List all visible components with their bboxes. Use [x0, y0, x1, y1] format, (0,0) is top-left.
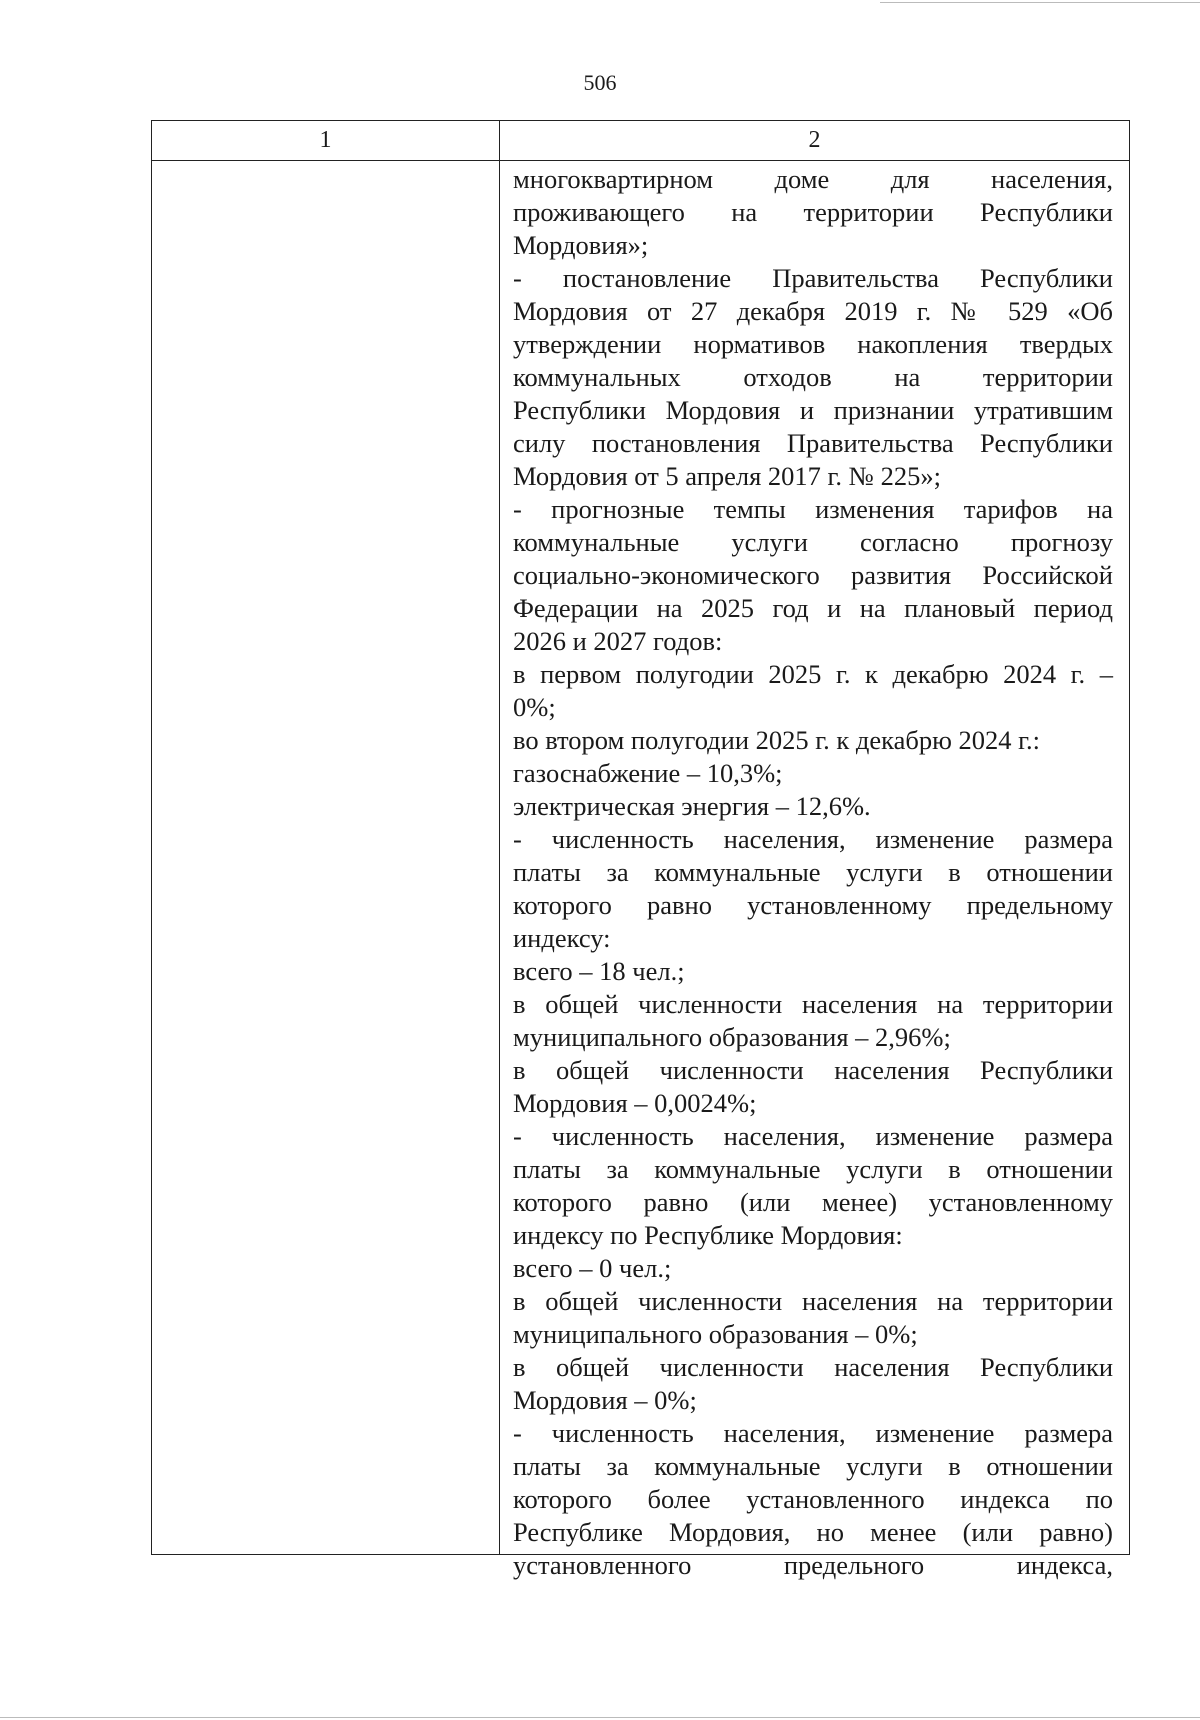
text-line: которого равно установленному предельному [513, 890, 1113, 920]
text-line: Мордовия от 27 декабря 2019 г. № 529 «Об [513, 296, 1113, 326]
text-line: коммунальные услуги согласно прогнозу [513, 527, 1113, 557]
text-line: платы за коммунальные услуги в отношении [513, 1451, 1113, 1481]
text-line: платы за коммунальные услуги в отношении [513, 857, 1113, 887]
document-table [151, 120, 1130, 1580]
text-line: установленного предельного индекса, [513, 1550, 1113, 1580]
text-line: многоквартирном доме для населения, [513, 164, 1113, 194]
text-line: газоснабжение – 10,3%; [513, 758, 783, 788]
text-line: социально-экономического развития Российской [513, 560, 1113, 590]
text-line: индексу по Республике Мордовия: [513, 1220, 903, 1250]
text-line: в общей численности населения Республики [513, 1352, 1113, 1382]
text-line: 2026 и 2027 годов: [513, 626, 723, 656]
text-line: Мордовия – 0%; [513, 1385, 697, 1415]
scan-artifact-top [880, 2, 1200, 3]
text-line: муниципального образования – 2,96%; [513, 1022, 951, 1052]
text-line: всего – 0 чел.; [513, 1253, 672, 1283]
text-line: платы за коммунальные услуги в отношении [513, 1154, 1113, 1184]
scan-artifact-bottom [0, 1717, 1200, 1718]
text-line: - постановление Правительства Республики [513, 263, 1113, 293]
text-line: муниципального образования – 0%; [513, 1319, 918, 1349]
text-line: в общей численности населения на территории [513, 1286, 1113, 1316]
table-header-row [152, 121, 1129, 161]
text-line: в общей численности населения Республики [513, 1055, 1113, 1085]
text-line: Республики Мордовия и признании утратившим [513, 395, 1113, 425]
column-2-text-cell [513, 163, 1113, 1582]
text-line: - прогнозные темпы изменения тарифов на [513, 494, 1113, 524]
text-line: 0%; [513, 692, 556, 722]
text-line: Мордовия – 0,0024%; [513, 1088, 757, 1118]
column-divider [499, 121, 500, 1554]
text-line: которого более установленного индекса по [513, 1484, 1113, 1514]
text-line: - численность населения, изменение размера [513, 824, 1113, 854]
text-line: во втором полугодии 2025 г. к декабрю 2024 г.: [513, 725, 1041, 755]
page-number: 506 [583, 70, 617, 95]
text-line: утверждении нормативов накопления твердых [513, 329, 1113, 359]
text-line: Мордовия от 5 апреля 2017 г. № 225»; [513, 461, 941, 491]
text-line: - численность населения, изменение размера [513, 1418, 1113, 1448]
text-line: проживающего на территории Республики [513, 197, 1113, 227]
text-line: Республике Мордовия, но менее (или равно) [513, 1517, 1113, 1547]
text-line: Федерации на 2025 год и на плановый период [513, 593, 1113, 623]
text-line: в первом полугодии 2025 г. к декабрю 2024 г. – [513, 659, 1113, 689]
text-line: электрическая энергия – 12,6%. [513, 791, 871, 821]
text-line: всего – 18 чел.; [513, 956, 685, 986]
column-header-2: 2 [808, 127, 821, 153]
text-line: в общей численности населения на территории [513, 989, 1113, 1019]
text-line: коммунальных отходов на территории [513, 362, 1113, 392]
text-line: Мордовия»; [513, 230, 649, 260]
text-line: силу постановления Правительства Республики [513, 428, 1113, 458]
text-line: которого равно (или менее) установленному [513, 1187, 1113, 1217]
text-line: - численность населения, изменение размера [513, 1121, 1113, 1151]
text-line: индексу: [513, 923, 611, 953]
column-header-1: 1 [319, 127, 332, 153]
